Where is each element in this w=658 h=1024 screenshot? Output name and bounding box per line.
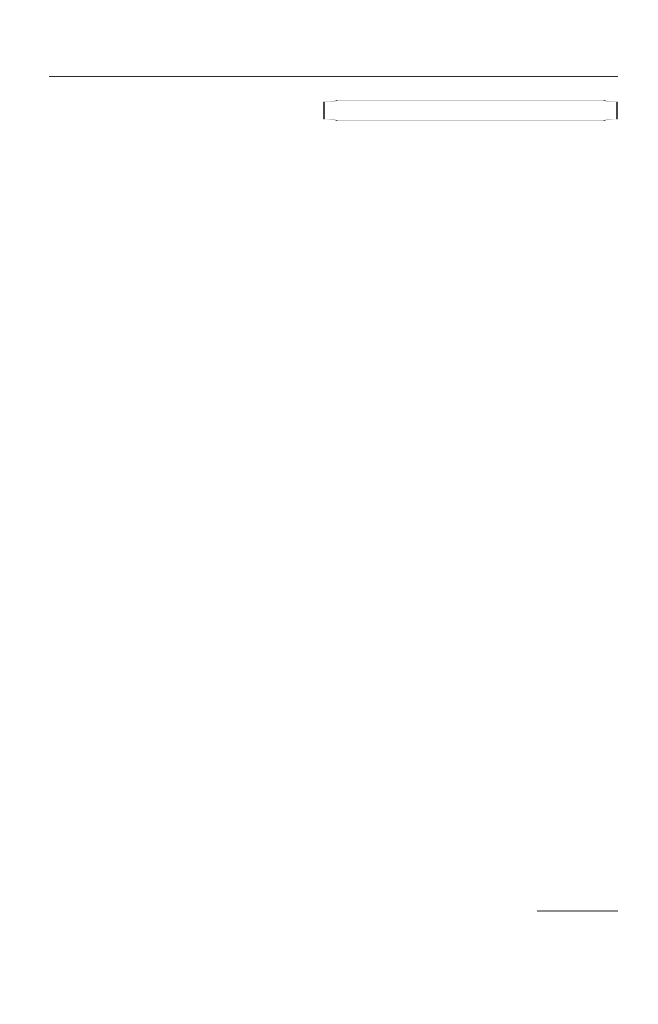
page-footer bbox=[537, 910, 618, 915]
callout-box bbox=[323, 100, 618, 121]
running-head bbox=[49, 70, 618, 77]
callout-frame-decoration bbox=[323, 100, 618, 121]
page-content bbox=[0, 0, 658, 77]
